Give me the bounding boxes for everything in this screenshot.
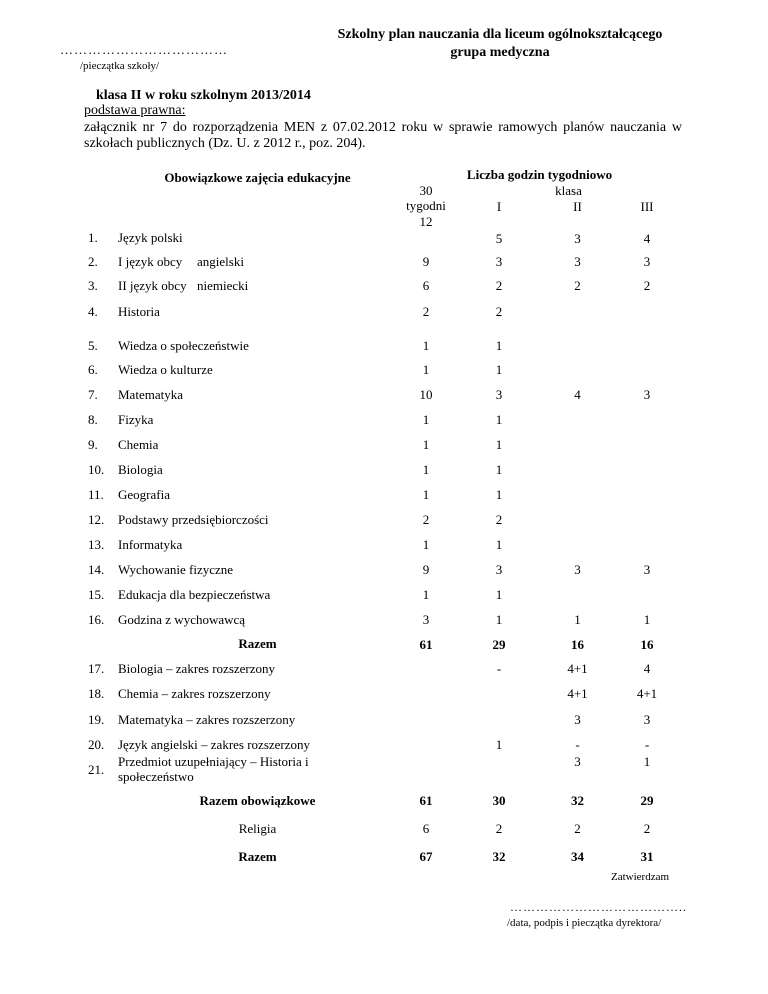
row-class-1: 3 [495,562,503,577]
row-name: Geografia [118,487,170,502]
row-name: Biologia – zakres rozszerzony [118,661,276,676]
row-total: 1 [422,537,430,552]
row-number: 17. [88,661,105,676]
row-class-1: 29 [492,637,506,652]
row-class-1: 1 [495,437,503,452]
row-class-3: 16 [640,637,654,652]
row-name: Wiedza o kulturze [118,362,213,377]
row-name: Wychowanie fizyczne [118,562,234,577]
row-class-3: 4+1 [636,686,658,701]
row-total: 9 [422,254,430,269]
row-total: 1 [422,412,430,427]
row-class-1: 5 [495,231,503,246]
row-class-1: 1 [495,737,503,752]
row-name: Fizyka [118,412,154,427]
row-total: 1 [422,338,430,353]
legal-basis-label: podstawa prawna: [84,103,186,118]
language-name: niemiecki [197,278,249,293]
header-class-1: I [496,199,502,214]
row-class-2: 4+1 [567,661,588,676]
header-klasa: klasa [555,183,582,198]
row-class-2: 3 [574,562,581,577]
row-name: Informatyka [118,537,183,552]
row-class-1: 1 [495,487,503,502]
row-class-1: 1 [495,587,503,602]
row-name: Razem obowiązkowe [199,793,316,808]
row-number: 5. [88,338,98,353]
row-class-3: 2 [643,821,651,836]
row-class-2: 3 [574,231,581,246]
row-number: 9. [88,437,98,452]
row-class-3: 3 [643,387,651,402]
header-subjects: Obowiązkowe zajęcia edukacyjne [164,170,351,185]
row-class-2: 3 [574,254,581,269]
row-total: 6 [422,278,430,293]
legal-basis-text: załącznik nr 7 do rozporządzenia MEN z 07.02.2012 roku w sprawie ramowych planów nauczania w szkołach publicznych (Dz. U. z 2012 r., poz. 204). [84,120,682,151]
row-number: 11. [88,487,104,502]
row-class-2: 4 [574,387,581,402]
row-class-3: 31 [640,849,654,864]
row-class-1: 2 [495,821,503,836]
row-class-2: 4+1 [567,686,588,701]
row-name: Przedmiot uzupełniający – Historia i społeczeństwo [118,754,309,784]
row-class-2: 2 [574,821,581,836]
row-name: I język obcy [118,254,183,269]
row-name: Matematyka [118,387,183,402]
row-name: Wiedza o społeczeństwie [118,338,249,353]
row-name: Edukacja dla bezpieczeństwa [118,587,271,602]
row-class-1: 3 [495,387,503,402]
signature-label: /data, podpis i pieczątka dyrektora/ [507,917,662,929]
row-name: II język obcy [118,278,187,293]
row-class-3: 4 [643,661,651,676]
title-line-1: Szkolny plan nauczania dla liceum ogólnokształcącego [337,27,663,42]
row-class-1: 1 [495,537,503,552]
row-number: 12. [88,512,105,527]
row-number: 8. [88,412,98,427]
row-name: Razem [238,636,277,651]
row-number: 21. [88,762,105,777]
header-30: 30 [419,183,433,198]
row-class-1: 1 [495,362,503,377]
stamp-dots: ……………………………… [60,42,228,57]
row-class-3: 3 [643,562,651,577]
row-class-2: 1 [574,612,581,627]
row-class-3: 3 [643,254,651,269]
row-name: Chemia [118,437,159,452]
row-class-2: - [575,737,580,752]
header-hours: Liczba godzin tygodniowo [466,167,613,182]
row-total: 1 [422,587,430,602]
row-name: Razem [238,849,277,864]
row-class-2: 2 [574,278,581,293]
header-class-3: III [640,199,654,214]
row-number: 13. [88,537,105,552]
row-total: 2 [422,304,430,319]
row-class-1: 32 [492,849,506,864]
document-title [300,26,700,62]
row-name: Godzina z wychowawcą [118,612,246,627]
row-number: 1. [88,230,98,245]
row-class-3: - [644,737,650,752]
row-number: 3. [88,278,98,293]
row-class-1: 3 [495,254,503,269]
row-total: 1 [422,487,430,502]
row-total: 9 [422,562,430,577]
stamp-label: /pieczątka szkoły/ [80,60,160,72]
row-class-2: 32 [571,793,584,808]
row-class-1: 2 [495,512,503,527]
row-class-1: 1 [495,612,503,627]
row-class-3: 1 [643,754,651,769]
row-class-3: 1 [643,612,651,627]
row-class-1: - [496,661,502,676]
row-total: 1 [422,362,430,377]
row-class-3: 3 [643,712,651,727]
row-number: 18. [88,686,105,701]
row-total: 2 [422,512,430,527]
row-number: 10. [88,462,105,477]
row-class-3: 2 [643,278,651,293]
row-total: 1 [422,462,430,477]
row-total: 67 [419,849,433,864]
row-name: Podstawy przedsiębiorczości [118,512,269,527]
row-name: Chemia – zakres rozszerzony [118,686,271,701]
row-total: 61 [419,793,433,808]
row-class-1: 1 [495,412,503,427]
class-year-heading: klasa II w roku szkolnym 2013/2014 [96,88,311,103]
title-line-2: grupa medyczna [450,45,550,60]
row-number: 16. [88,612,105,627]
row-class-2: 34 [571,849,584,864]
row-name: Matematyka – zakres rozszerzony [118,712,296,727]
row-class-1: 2 [495,278,503,293]
signature-dots: ………………………………….. [510,900,687,914]
row-total: 61 [419,637,433,652]
row-class-1: 1 [495,462,503,477]
row-total: 10 [419,387,433,402]
row-number: 15. [88,587,105,602]
header-weeks: tygodni [406,198,446,213]
row-name: Język angielski – zakres rozszerzony [118,737,311,752]
row-number: 6. [88,362,98,377]
row-number: 14. [88,562,105,577]
row-class-3: 29 [640,793,654,808]
language-name: angielski [197,254,244,269]
row-name: Język polski [118,230,183,245]
row-number: 20. [88,737,105,752]
row-class-2: 3 [574,754,581,769]
row-class-1: 2 [495,304,503,319]
row-name: Biologia [118,462,163,477]
row-class-1: 1 [495,338,503,353]
approve-label: Zatwierdzam [610,871,670,883]
row-name: Historia [118,304,160,319]
header-total-weeks: 12 [419,214,433,229]
row-number: 19. [88,712,105,727]
row-class-3: 4 [643,231,651,246]
row-number: 2. [88,254,98,269]
row-name: Religia [238,821,277,836]
row-total: 1 [422,437,430,452]
row-class-2: 3 [574,712,581,727]
row-class-2: 16 [571,637,584,652]
row-class-1: 30 [492,793,506,808]
row-number: 4. [88,304,98,319]
header-class-2: II [573,199,582,214]
row-total: 6 [422,821,430,836]
row-number: 7. [88,387,98,402]
row-total: 3 [422,612,430,627]
